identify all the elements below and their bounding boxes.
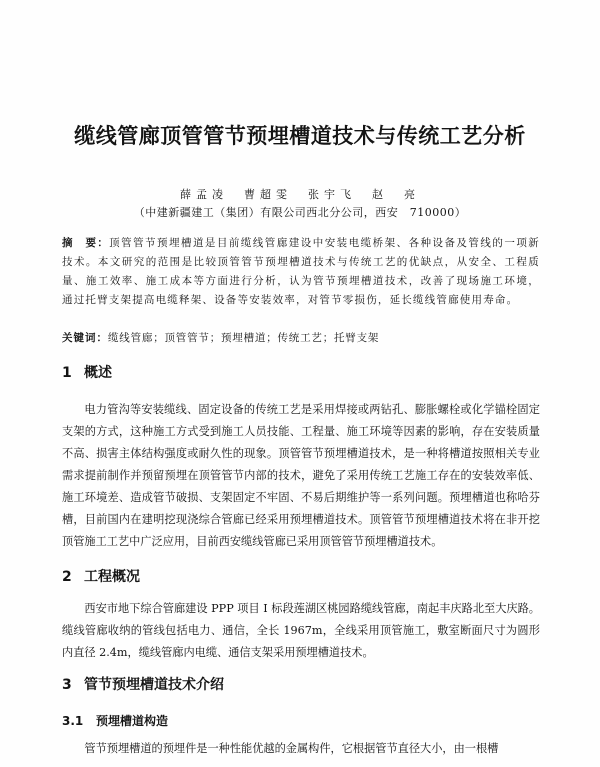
section-1-paragraph: 电力管沟等安装缆线、固定设备的传统工艺是采用焊接或两钻孔、膨胀螺栓或化学锚栓固定支架的方式，这种施工方式受到施工人员技能、工程量、施工环境等因素的影响，存在安装质量不高、损害主体结构强度或耐久性的现象。顶管管节预埋槽道技术，是一种将槽道按照相关专业需求提前制作并预留预埋在顶管管节内部的技术，避免了采用传统工艺施工存在的安装效率低、施工环境差、造成管节破损、支架固定不牢固、不易后期维护等一系列问题。预埋槽道也称哈芬槽，目前国内在建明挖现浇综合管廊已经采用预埋槽道技术。顶管管节预埋槽道技术将在非开挖顶管施工工艺中广泛应用，目前西安缆线管廊已采用顶管管节预埋槽道技术。 (62, 403, 540, 548)
paper-title: 缆线管廊顶管管节预埋槽道技术与传统工艺分析 (74, 124, 526, 148)
section-heading-1 (62, 362, 112, 382)
section-number: 3 (62, 677, 72, 693)
affiliation: （中建新疆建工（集团）有限公司西北分公司，西安 710000） (133, 206, 467, 219)
section-title: 概述 (84, 365, 112, 381)
section-title: 工程概况 (84, 569, 140, 585)
section-number: 2 (62, 569, 72, 585)
authors: 薛孟凌 曹超雯 张宇飞 赵 亮 (180, 188, 420, 201)
abstract (62, 234, 540, 310)
subsection-3-1-paragraph: 管节预埋槽道的预埋件是一种性能优越的金属构件，它根据管节直径大小，由一根槽 (84, 742, 499, 755)
section-2-paragraph: 西安市地下综合管廊建设 PPP 项目 I 标段莲湖区桃园路缆线管廊，南起丰庆路北至大庆路。缆线管廊收纳的管线包括电力、通信，全长 1967m，全线采用顶管施工，敷室断面尺寸为圆形内直径 2.4m，缆线管廊内电缆、通信支架采用预埋槽道技术。 (62, 602, 540, 659)
keywords (62, 330, 540, 345)
subsection-title: 预埋槽道构造 (96, 714, 169, 728)
section-heading-2 (62, 566, 140, 586)
subsection-heading-3-1 (62, 712, 168, 729)
keywords-label: 关键词： (62, 332, 108, 344)
section-number: 1 (62, 365, 72, 381)
section-title: 管节预埋槽道技术介绍 (84, 677, 224, 693)
section-heading-3 (62, 674, 224, 694)
abstract-label: 摘 要： (62, 237, 110, 249)
subsection-number: 3.1 (62, 714, 84, 728)
abstract-text: 顶管管节预埋槽道是目前缆线管廊建设中安装电缆桥架、各种设备及管线的一项新技术。本文研究的范围是比较顶管管节预埋槽道技术与传统工艺的优缺点，从安全、工程质量、施工效率、施工成本等方面进行分析，认为管节预埋槽道技术，改善了现场施工环境，通过托臂支架提高电缆释架、设备等安装效率，对管节零损伤，延长缆线管廊使用寿命。 (62, 237, 540, 306)
keywords-text: 缆线管廊；顶管管节；预埋槽道；传统工艺；托臂支架 (108, 332, 380, 344)
